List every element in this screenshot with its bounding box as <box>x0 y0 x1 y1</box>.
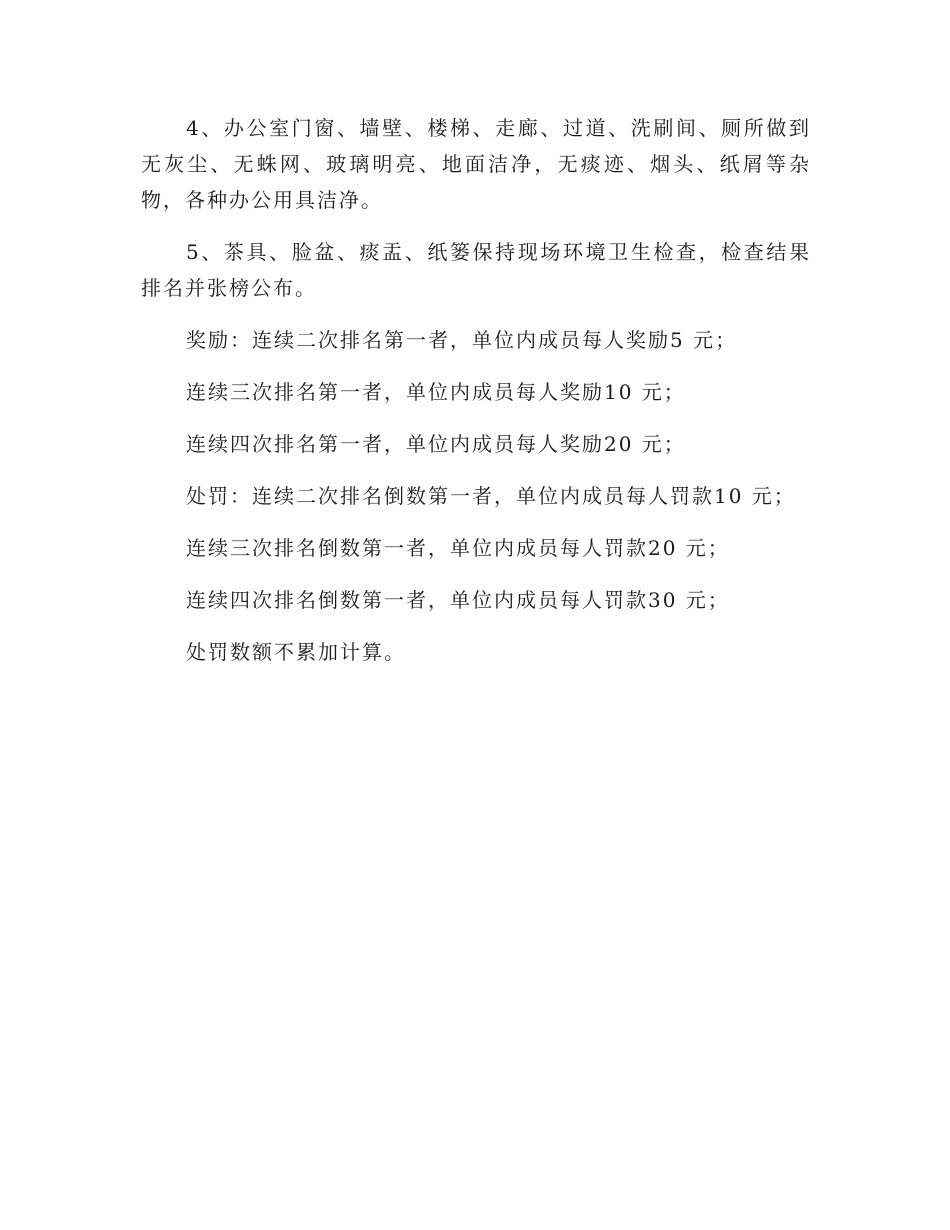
penalty-rule-four-times: 连续四次排名倒数第一者，单位内成员每人罚款30 元； <box>186 588 730 612</box>
penalty-rule-two-times: 处罚：连续二次排名倒数第一者，单位内成员每人罚款10 元； <box>186 484 796 508</box>
penalty-note: 处罚数额不累加计算。 <box>186 640 406 664</box>
paragraph-item-5: 5、茶具、脸盆、痰盂、纸篓保持现场环境卫生检查，检查结果排名并张榜公布。 <box>141 240 811 300</box>
penalty-rule-three-times: 连续三次排名倒数第一者，单位内成员每人罚款20 元； <box>186 536 730 560</box>
paragraph-item-4: 4、办公室门窗、墙壁、楼梯、走廊、过道、洗刷间、厕所做到无灰尘、无蛛网、玻璃明亮、地面洁净，无痰迹、烟头、纸屑等杂物，各种办公用具洁净。 <box>141 116 811 212</box>
reward-rule-four-times: 连续四次排名第一者，单位内成员每人奖励20 元； <box>186 432 686 456</box>
reward-rule-three-times: 连续三次排名第一者，单位内成员每人奖励10 元； <box>186 380 686 404</box>
reward-rule-two-times: 奖励：连续二次排名第一者，单位内成员每人奖励5 元； <box>186 328 738 352</box>
document-body <box>141 110 811 670</box>
